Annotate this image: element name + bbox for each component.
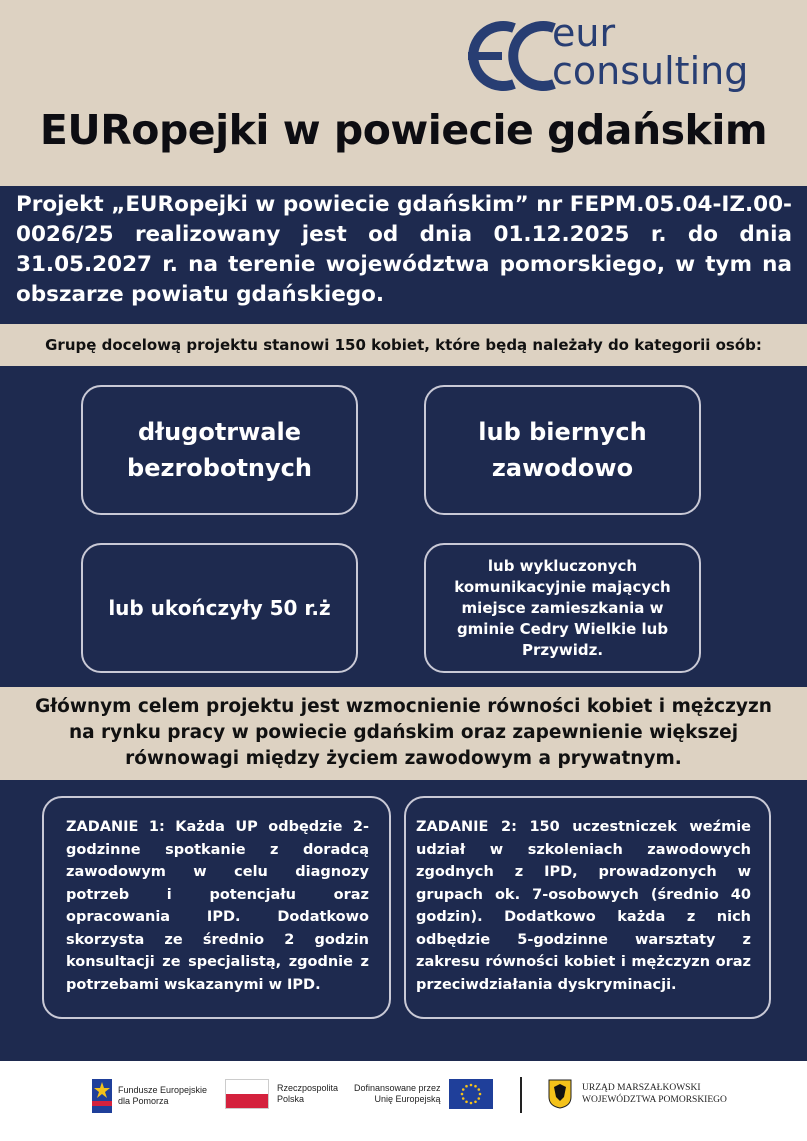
category-2-line-2: zawodowo — [491, 454, 634, 482]
rp-logo — [225, 1079, 338, 1109]
category-1-line-2: bezrobotnych — [127, 454, 312, 482]
category-3-text: lub ukończyły 50 r.ż — [108, 596, 331, 620]
header — [0, 0, 807, 186]
fe-line-2: dla Pomorza — [118, 1096, 169, 1106]
category-box-inactive — [424, 385, 701, 515]
task-2-text: ZADANIE 2: 150 uczestniczek weźmie udział w szkoleniach zawodowych zgodnych z IPD, prowadzonych w grupach ok. 7-osobowych (średnio 40 godzin). Dodatkowo każda z nich odbędzie 5-godzinne warsztaty z zakresu równości kobiet i mężczyzn oraz przeciwdziałania dyskryminacji. — [416, 819, 751, 993]
goal-text: Głównym celem projektu jest wzmocnienie równości kobiet i mężczyzn na rynku pracy w powiecie gdańskim oraz zapewnienie większej równowagi między życiem zawodowym a prywatnym. — [35, 696, 772, 769]
task-box-1 — [42, 796, 391, 1019]
category-4-text: lub wykluczonych komunikacyjnie mających miejsce zamieszkania w gminie Cedry Wielkie lub Przywidz. — [454, 556, 671, 659]
task-1-text: ZADANIE 1: Każda UP odbędzie 2-godzinne spotkanie z doradcą zawodowym w celu diagnozy potrzeb i potencjału oraz opracowania IPD. Dodatkowo skorzysta ze średnio 2 godzin konsultacji ze specjalistą, zgodnie z potrzebami wskazanymi w IPD. — [66, 819, 369, 993]
logo-line-1: eur — [552, 11, 616, 55]
eu-flag-icon — [449, 1079, 493, 1109]
eu-line-1: Dofinansowane przez — [354, 1083, 441, 1093]
pomorskie-crest-icon — [548, 1079, 572, 1109]
footer-logos — [0, 1061, 807, 1141]
footer-divider — [520, 1077, 522, 1113]
task-box-2 — [404, 796, 771, 1019]
intro-paragraph: Projekt „EURopejki w powiecie gdańskim” nr FEPM.05.04-IZ.00-0026/25 realizowany jest od dnia 01.12.2025 r. do dnia 31.05.2027 r. na terenie województwa pomorskiego, w tym na obszarze powiatu gdańskiego. — [16, 192, 792, 307]
page-title: EURopejki w powiecie gdańskim — [39, 106, 768, 154]
european-funds-star-icon — [92, 1079, 112, 1113]
category-2-line-1: lub biernych — [478, 418, 647, 446]
logo-line-2: consulting — [552, 49, 749, 93]
category-box-long-term-unemployed — [81, 385, 358, 515]
eu-line-2: Unię Europejską — [374, 1094, 441, 1104]
fe-pomorze-logo — [92, 1079, 207, 1113]
category-box-age-50 — [81, 543, 358, 673]
um-line-1: URZĄD MARSZAŁKOWSKI — [582, 1083, 701, 1093]
rp-line-1: Rzeczpospolita — [277, 1083, 339, 1093]
logo-wordmark — [552, 11, 749, 93]
fe-line-1: Fundusze Europejskie — [118, 1085, 208, 1095]
rp-line-2: Polska — [277, 1094, 305, 1104]
polish-flag-icon — [225, 1079, 269, 1109]
eurconsulting-logo — [460, 11, 790, 96]
category-box-transport-excluded — [424, 543, 701, 673]
target-group-text: Grupę docelową projektu stanowi 150 kobiet, które będą należały do kategorii osób: — [45, 336, 762, 354]
category-1-line-1: długotrwale — [137, 418, 302, 446]
eu-logo — [354, 1079, 493, 1109]
um-logo — [548, 1079, 727, 1109]
um-line-2: WOJEWÓDZTWA POMORSKIEGO — [582, 1095, 727, 1105]
ec-logo-mark-icon — [460, 20, 556, 92]
target-group-band — [0, 324, 807, 366]
goal-band — [0, 687, 807, 780]
